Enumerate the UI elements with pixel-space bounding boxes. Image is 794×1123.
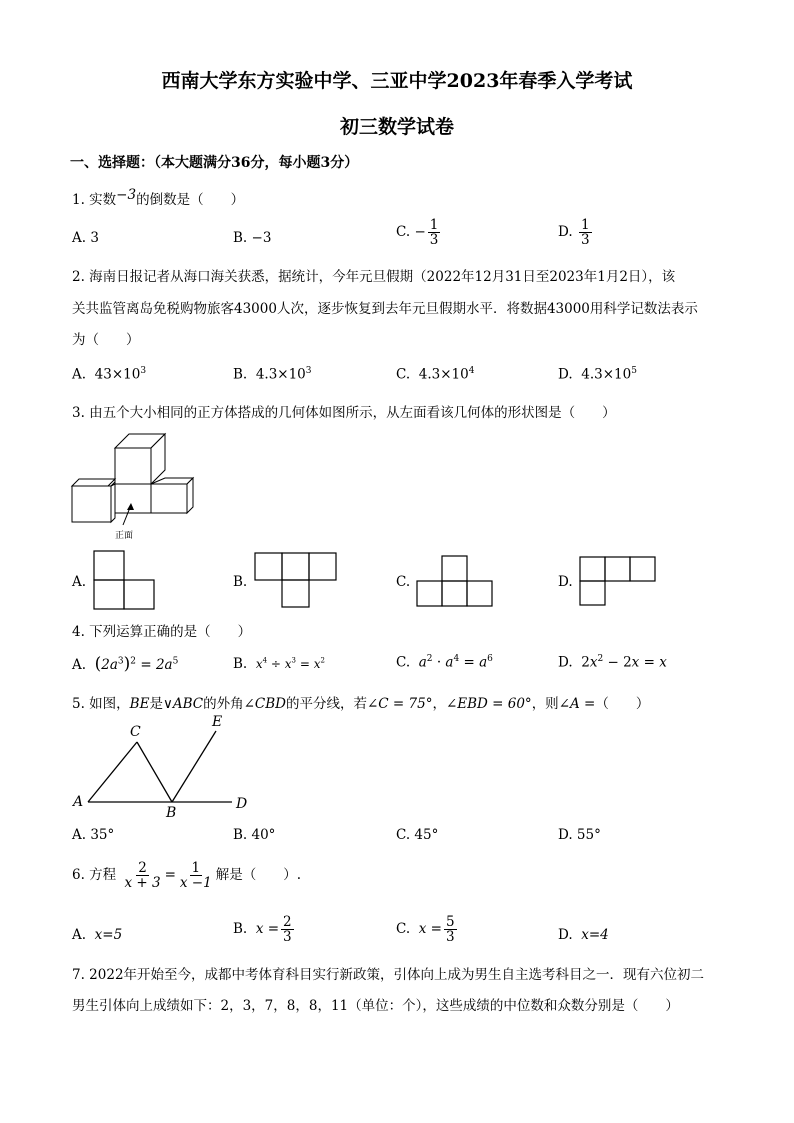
q6-r-den: x −1 [179, 875, 212, 892]
q5-ask: ∠A = [558, 696, 596, 712]
q6-b-x: x = [255, 921, 280, 938]
q1-c-den: 3 [429, 232, 439, 249]
question-4-stem: 4. 下列运算正确的是（ ） [72, 624, 252, 640]
q3-front-label: 正面 [115, 531, 134, 541]
exam-title: 西南大学东方实验中学、三亚中学2023年春季入学考试 [161, 70, 633, 92]
q3-option-a-label[interactable]: A. [72, 574, 87, 590]
q6-pre: 6. 方程 [72, 867, 117, 884]
q5-point-d: D [236, 796, 248, 812]
question-2-line-3: 为（ ） [72, 332, 140, 348]
q2-c-label: C. [396, 366, 411, 383]
section-heading: 一、选择题：（本大题满分36分，每小题3分） [70, 155, 359, 171]
q6-c-x: x = [418, 921, 442, 938]
q1-option-b[interactable]: B. −3 [233, 230, 272, 246]
q4-a-label: A. [72, 657, 87, 673]
q6-a-val: x=5 [94, 927, 123, 943]
q2-d-label: D. [558, 366, 573, 383]
question-2-line-1: 2. 海南日报记者从海口海关获悉，据统计，今年元旦假期（2022年12月31日至2023年1月2日），该 [72, 269, 676, 285]
q1-d-num: 1 [580, 217, 590, 233]
q6-l-den: x + 3 [124, 875, 161, 892]
q5-angle-cbd: ∠CBD [243, 696, 286, 712]
q1-stem-post: 的倒数是（ ） [136, 192, 245, 208]
q2-d-exp: 5 [631, 366, 637, 376]
question-7-line-1: 7. 2022年开始至今，成都中考体育科目实行新政策，引体向上成为男生自主选考科目之一．现有六位初二 [72, 967, 705, 983]
q6-a-label: A. [72, 927, 87, 943]
q1-stem-pre: 1. 实数 [72, 192, 117, 208]
q1-value: −3 [116, 187, 137, 203]
q2-d-base: 4.3×10 [581, 366, 632, 383]
q6-r-num: 1 [191, 860, 201, 876]
q5-option-a[interactable]: A. 35° [72, 827, 115, 843]
q6-eq: = [164, 867, 176, 884]
q1-d-label: D. [558, 224, 573, 241]
q5-mid3: 的平分线，若 [285, 696, 367, 712]
question-2-line-2: 关共监管离岛免税购物旅客43000人次，逐步恢复到去年元旦假期水平．将数据43000用科学记数法表示 [72, 301, 698, 317]
q6-c-den: 3 [445, 929, 455, 946]
q5-point-b: B [166, 805, 177, 821]
q2-c-base: 4.3×10 [418, 366, 469, 383]
question-6-stem [72, 861, 301, 890]
q4-option-b[interactable]: B. $x^4 \div x^3 = x^2$ [233, 656, 325, 672]
q6-c-label: C. [396, 921, 411, 938]
q6-d-label: D. [558, 927, 573, 943]
exam-subtitle: 初三数学试卷 [339, 116, 454, 138]
q5-option-b[interactable]: B. 40° [233, 827, 276, 843]
q2-a-exp: 3 [140, 366, 147, 376]
q4-c-label: C. [396, 654, 411, 671]
q6-option-d[interactable] [558, 927, 609, 943]
q6-post: 解是（ ）. [215, 867, 301, 884]
q1-c-num: 1 [429, 217, 439, 233]
q5-mid4: ，则 [531, 696, 559, 712]
q2-a-base: 43×10 [94, 366, 141, 383]
q4-d-label: D. [558, 654, 573, 671]
q5-point-a: A [73, 794, 84, 810]
q4-option-c[interactable]: C. $a^2 \cdot a^4 = a^6$ [396, 654, 493, 671]
q6-b-num: 2 [283, 914, 292, 930]
q2-a-label: A. [72, 366, 87, 383]
q5-cond2: ∠EBD = 60° [445, 696, 532, 712]
q5-point-c: C [130, 724, 141, 740]
q6-option-b[interactable] [233, 915, 296, 944]
q4-option-d[interactable]: D. $2x^2 - 2x = x$ [558, 654, 667, 671]
q5-point-e: E [212, 714, 223, 730]
q4-b-label: B. [233, 656, 248, 672]
q6-right-fraction [178, 861, 214, 890]
q1-option-a[interactable]: A. 3 [72, 230, 99, 246]
q2-b-exp: 3 [305, 366, 312, 376]
q6-b-fraction [281, 915, 294, 944]
q6-left-fraction [122, 861, 162, 890]
q6-c-num: 5 [445, 914, 455, 930]
q5-post: （ ） [595, 696, 650, 712]
q2-b-base: 4.3×10 [255, 366, 306, 383]
q5-cond1: ∠C = 75° [366, 696, 433, 712]
q1-d-den: 3 [580, 232, 590, 249]
q6-d-val: x=4 [581, 927, 609, 943]
q5-mid2: 的外角 [203, 696, 244, 712]
q6-b-label: B. [233, 921, 248, 938]
q6-option-c[interactable] [396, 915, 459, 944]
q5-sep: ， [432, 696, 446, 712]
q5-option-c[interactable]: C. 45° [396, 827, 439, 843]
q1-c-label: C. [396, 224, 411, 241]
q1-c-sign: − [414, 224, 426, 241]
q3-option-d-label[interactable]: D. [558, 574, 573, 590]
q5-pre: 5. 如图， [72, 696, 130, 712]
q6-option-a[interactable] [72, 927, 122, 943]
q6-c-fraction [444, 915, 457, 944]
q3-option-b-label[interactable]: B. [233, 574, 248, 590]
q2-b-label: B. [233, 366, 248, 383]
q5-be: BE [129, 696, 150, 712]
q5-option-d[interactable]: D. 55° [558, 827, 601, 843]
q5-mid1: 是 [149, 696, 163, 712]
question-7-line-2: 男生引体向上成绩如下：2，3，7，8，8，11（单位：个），这些成绩的中位数和众数分别是（ ） [72, 998, 679, 1014]
q2-c-exp: 4 [468, 366, 475, 376]
q6-l-num: 2 [138, 860, 147, 876]
q3-option-c-label[interactable]: C. [396, 574, 411, 590]
q6-b-den: 3 [283, 929, 292, 946]
question-3-stem: 3. 由五个大小相同的正方体搭成的几何体如图所示，从左面看该几何体的形状图是（ ） [72, 405, 616, 421]
q5-triangle: ∨ABC [162, 696, 204, 712]
q4-option-a[interactable]: A. $(2a^3)^2 = 2a^5$ [72, 654, 179, 674]
